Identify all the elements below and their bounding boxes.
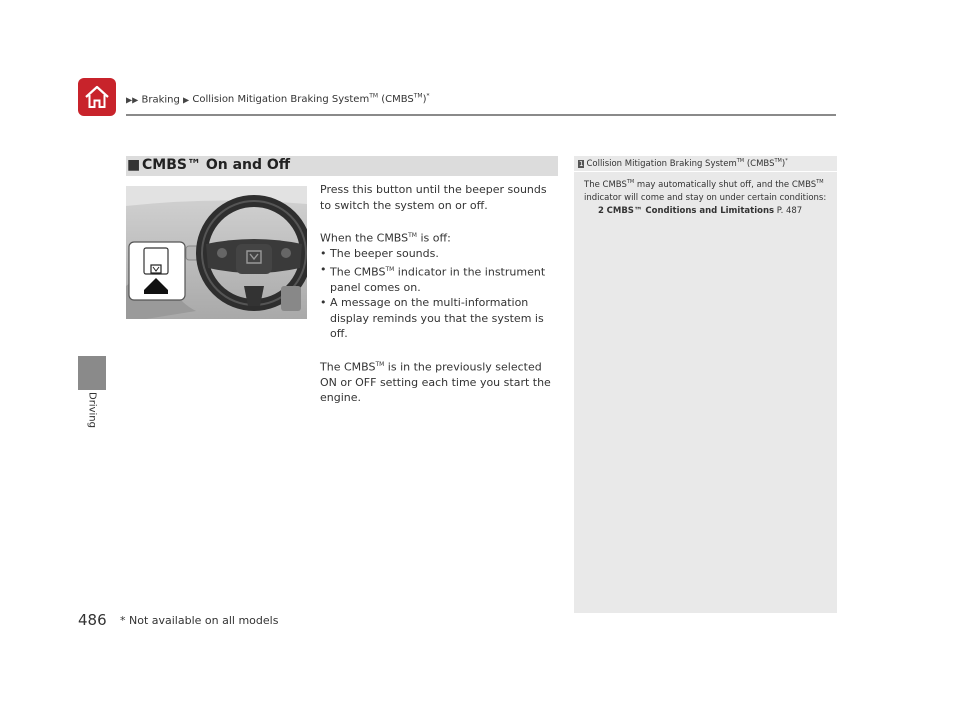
square-bullet-icon: ■ xyxy=(127,157,141,173)
bullet-list xyxy=(320,246,560,342)
home-icon xyxy=(82,82,112,112)
footnote: * Not available on all models xyxy=(120,614,279,627)
notes-paragraph: The CMBS™ may automatically shut off, and the CMBS™ indicator will come and stay on under certain conditions: xyxy=(584,179,827,203)
body-text xyxy=(320,182,560,406)
closing-paragraph: The CMBS™ is in the previously selected ON or OFF setting each time you start the engine. xyxy=(320,360,551,405)
header-divider xyxy=(126,114,836,116)
when-off-paragraph: When the CMBS™ is off: xyxy=(320,231,451,245)
section-tab[interactable] xyxy=(78,356,106,390)
section-title: CMBS™ On and Off xyxy=(142,157,291,173)
chevron-right-icon: ▶▶ xyxy=(126,95,139,105)
reference-arrow-icon: 2 xyxy=(598,205,604,216)
list-item: • The CMBS™ indicator in the instrument panel comes on. xyxy=(320,262,546,294)
page-number: 486 xyxy=(78,611,107,629)
notes-divider xyxy=(574,171,837,172)
notes-panel xyxy=(574,156,837,613)
breadcrumb-cmbs[interactable]: Collision Mitigation Braking System™ (CMBS™)* xyxy=(192,93,430,106)
list-item: • The beeper sounds. xyxy=(320,247,439,261)
section-label: Driving xyxy=(86,392,98,428)
list-item: • A message on the multi-information display reminds you that the system is off. xyxy=(320,296,544,341)
breadcrumb xyxy=(126,93,430,105)
home-button[interactable] xyxy=(78,78,116,116)
notes-body xyxy=(584,176,829,218)
cross-reference-link[interactable]: 2 CMBS™ Conditions and Limitations P. 487 xyxy=(598,205,803,216)
notes-heading: 1 Collision Mitigation Braking System™ (CMBS™)* xyxy=(579,158,788,169)
note-marker-icon: 1 xyxy=(579,159,584,168)
breadcrumb-braking[interactable]: Braking xyxy=(141,94,180,106)
section-heading xyxy=(126,156,558,176)
intro-paragraph: Press this button until the beeper sounds to switch the system on or off. xyxy=(320,183,547,212)
chevron-right-icon: ▶ xyxy=(183,95,190,105)
steering-wheel-illustration xyxy=(126,186,307,319)
